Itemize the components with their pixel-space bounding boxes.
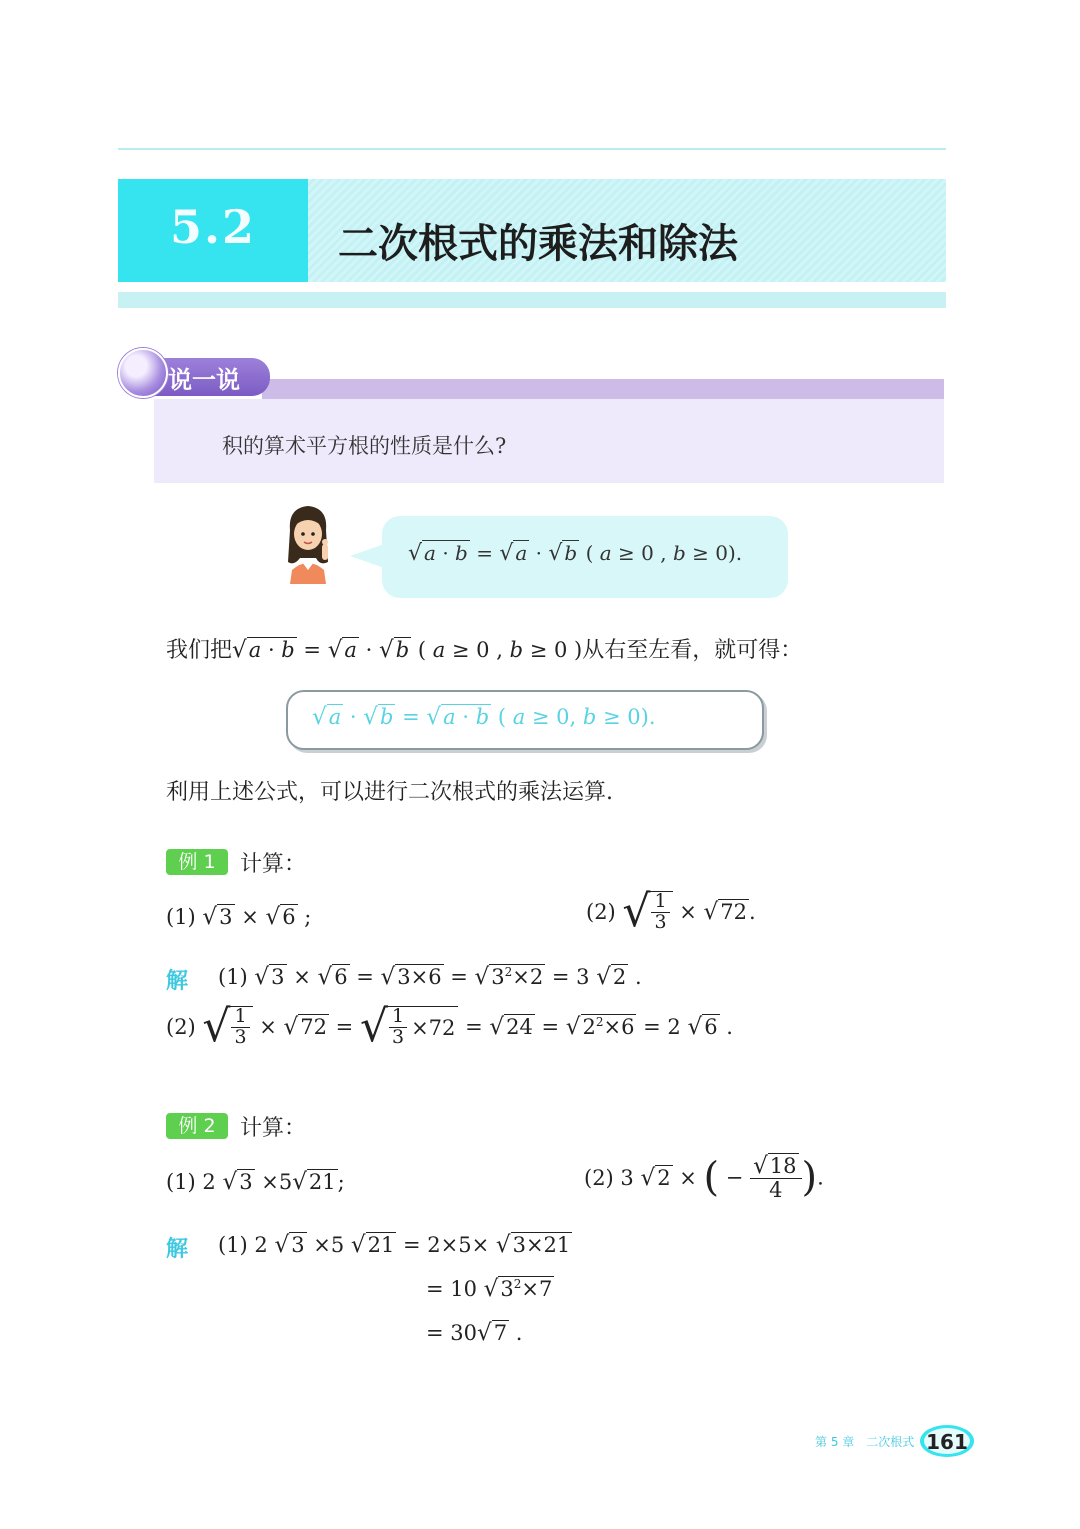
example-1-solution-2: (2) √ $\frac{1}{3}$ × √72 = √ $\frac{1}{3}$ ×72 = $√24 = √2^2\times 6 = 2$ √6 . [166,1001,733,1052]
example-1-solution-1: (1) $√3 \times √6 = √3\times 6 = √3^2\times 2 = 3$ √2 . [218,964,642,990]
example-1-problem-2: (2) √ $\frac{1}{3}$ × √72. [586,886,756,937]
paragraph-1-prefix: 我们把 [166,638,233,663]
section-number: 5.2 [169,200,257,254]
example-2-problem-2: (2) 3 √2 × ( − $\frac{√18}{4}$ ). [584,1153,824,1203]
say-ball-icon [118,348,168,398]
example-1-solution-label: 解 [166,969,189,994]
example-2-solution-step-3: = 30√7 . [426,1320,523,1346]
section-underbar [118,292,946,308]
example-2-label: 计算： [240,1116,307,1141]
example-2-solution-1: (1) 2 √3 ×5 √21 = 2×5× √3×21 [218,1232,571,1258]
formula-box-text: √a · √b = √a · b ( a ≥ 0, b ≥ 0). [312,704,656,730]
example-1-tag: 例 1 [166,849,228,875]
example-2-problem-1: (1) 2 √3 ×5√21; [166,1169,345,1195]
section-title: 二次根式的乘法和除法 [338,221,738,267]
footer-chapter: 第 5 章 二次根式 [815,1435,915,1449]
example-2-solution-step-2: = 10 $√3^2\times 7$ [426,1276,553,1302]
page-number: 161 [926,1430,968,1454]
paragraph-1: 我们把√a · b = √a · √b ( a ≥ 0 , b ≥ 0 )从右至左看，就可得： [166,637,803,663]
paragraph-1-suffix: 从右至左看，就可得： [582,638,803,663]
girl-icon [276,500,342,584]
bubble-tail [350,544,384,568]
example-2-solution-label: 解 [166,1237,189,1262]
say-question: 积的算术平方根的性质是什么? [222,434,507,458]
say-header-bar [262,379,944,399]
example-2-tag: 例 2 [166,1113,228,1139]
example-1-label: 计算： [240,852,307,877]
bubble-formula: √ a · b = √ a · √ b ( a ≥ 0 , b ≥ 0). [408,541,743,566]
paragraph-2: 利用上述公式，可以进行二次根式的乘法运算. [166,780,613,805]
example-1-problem-1: (1) √3 × √6 ; [166,904,312,930]
say-tag-label: 说一说 [168,366,240,394]
top-rule [118,148,946,150]
